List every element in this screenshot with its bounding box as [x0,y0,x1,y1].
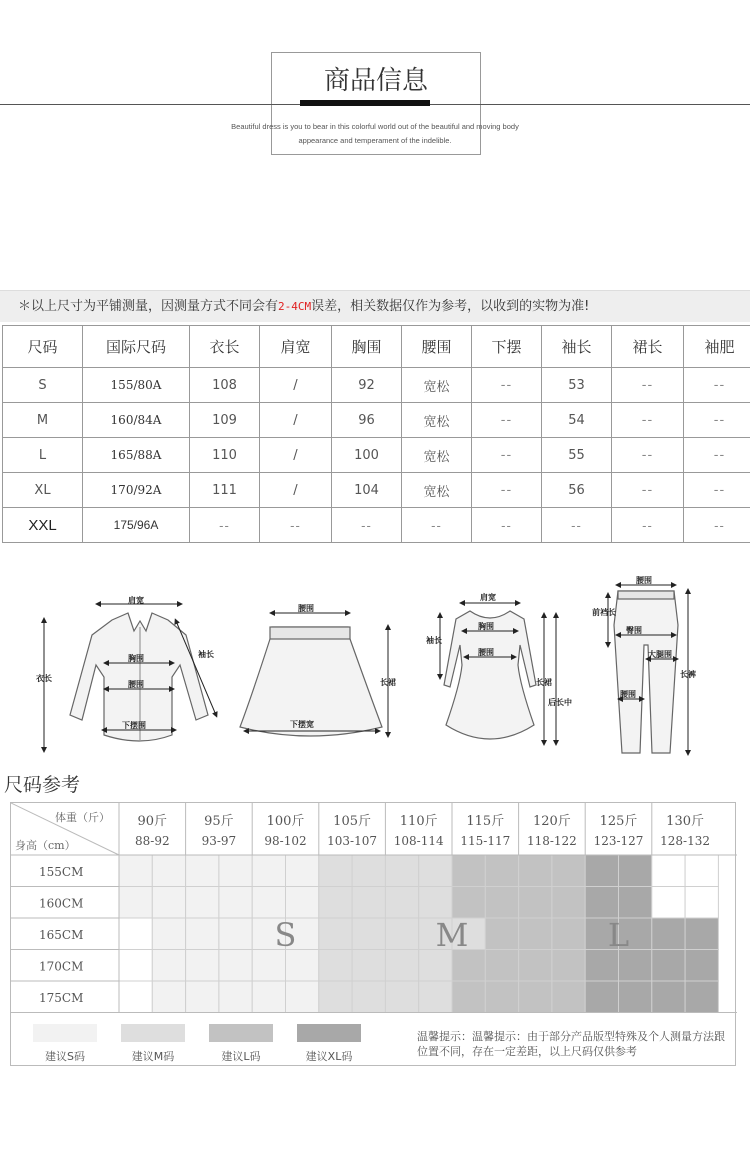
grid-cell [286,981,319,1013]
legend-label: 建议L码 [221,1050,261,1063]
grid-cell [385,950,418,982]
dress-length-label: 长裙 [536,678,552,687]
corner-height-label: 身高（cm） [15,839,76,852]
grid-cell [552,950,585,982]
size-header-8: 裙长 [612,326,684,368]
table-cell: 110 [190,438,260,473]
grid-cell [485,855,518,887]
table-cell: XL [3,473,83,508]
grid-cell [485,981,518,1013]
table-cell: / [260,403,332,438]
grid-cell [352,855,385,887]
table-cell: 55 [542,438,612,473]
weight-kg-label: 88-92 [135,834,170,848]
size-table-body [3,368,750,543]
skirt-hem-label: 下摆宽 [290,720,314,729]
dress-waist-label: 腰围 [478,648,494,657]
weight-jin-label: 105斤 [333,814,372,829]
weight-kg-label: 123-127 [593,834,644,848]
grid-cell [319,981,352,1013]
grid-cell [585,950,618,982]
grid-cell [252,887,285,919]
table-cell: -- [472,403,542,438]
weight-jin-label: 130斤 [666,814,705,829]
grid-cell [119,981,152,1013]
skirt-length-label: 长裙 [380,678,396,687]
table-cell: 100 [332,438,402,473]
grid-cell [552,981,585,1013]
table-row [3,438,750,473]
grid-cell [652,887,685,919]
table-cell: S [3,368,83,403]
notice-prefix: ＊以上尺寸为平铺测量，因测量方式不同会有 [18,299,279,314]
grid-cell [352,950,385,982]
zone-label: M [435,915,469,954]
zone-label: L [607,915,630,954]
table-cell: 108 [190,368,260,403]
shirt-waist-label: 腰围 [128,680,144,689]
grid-cell [319,918,352,950]
grid-cell [119,855,152,887]
grid-cell [685,981,718,1013]
subtitle-line-2: appearance and temperament of the indelible. [298,136,452,145]
table-cell: 109 [190,403,260,438]
grid-cell [319,855,352,887]
header-subtitle [200,120,550,148]
table-cell: 96 [332,403,402,438]
grid-cell [519,981,552,1013]
measurement-notice [0,290,750,322]
dress-back-label: 后长中 [548,698,572,707]
grid-cell [385,918,418,950]
grid-cell [385,855,418,887]
grid-cell [685,855,718,887]
legend-swatch [209,1024,273,1042]
grid-cell [419,855,452,887]
dress-chest-label: 胸围 [478,622,494,631]
grid-cell [252,981,285,1013]
size-header-0: 尺码 [3,326,83,368]
grid-cell [385,981,418,1013]
grid-cell [419,887,452,919]
weight-jin-label: 125斤 [599,814,638,829]
grid-cell [219,918,252,950]
weight-kg-label: 118-122 [526,834,577,848]
table-cell: -- [332,508,402,543]
dress-sleeve-label: 袖长 [426,636,442,645]
size-table-header [3,326,750,368]
grid-cell [452,887,485,919]
weight-kg-label: 115-117 [460,834,511,848]
table-cell: -- [260,508,332,543]
title-underline [300,100,430,106]
size-reference-panel [10,802,736,1066]
grid-cell [419,950,452,982]
shirt-length-label: 衣长 [36,674,52,683]
table-cell: 92 [332,368,402,403]
table-cell: -- [684,403,750,438]
table-cell: -- [612,368,684,403]
grid-cell [685,950,718,982]
shirt-chest-label: 胸围 [128,654,144,663]
grid-cell [552,887,585,919]
height-label: 165CM [39,928,84,942]
pants-hip-label: 臀围 [626,626,642,635]
legend-item [33,1024,97,1064]
grid-cell [552,855,585,887]
grid-cell [585,887,618,919]
weight-kg-label: 98-102 [264,834,307,848]
grid-cell [419,981,452,1013]
table-cell: 165/88A [83,438,190,473]
grid-cell [452,855,485,887]
pants-drawing [614,591,678,753]
size-header-5: 腰围 [402,326,472,368]
size-reference-grid [11,803,737,1015]
size-reference-title: 尺码参考 [4,774,81,796]
shirt-sleeve-label: 袖长 [198,650,214,659]
table-cell: 111 [190,473,260,508]
weight-jin-label: 110斤 [399,814,438,829]
grid-cell [585,981,618,1013]
grid-cell [119,918,152,950]
table-cell: / [260,473,332,508]
size-header-7: 袖长 [542,326,612,368]
grid-cell [252,855,285,887]
table-cell: 53 [542,368,612,403]
table-cell: -- [612,473,684,508]
dress-shoulder-label: 肩宽 [480,593,496,602]
grid-cell [519,887,552,919]
table-cell: 宽松 [402,403,472,438]
legend-label: 建议XL码 [305,1050,353,1063]
notice-suffix: 误差，相关数据仅作为参考，以收到的实物为准! [311,299,590,314]
grid-cell [186,887,219,919]
weight-kg-label: 128-132 [660,834,711,848]
grid-cell [152,981,185,1013]
table-cell: -- [542,508,612,543]
size-tip: 温馨提示：温馨提示：由于部分产品版型特殊及个人测量方法跟位置不同，存在一定差距，以上尺码仅供参考 [417,1030,725,1058]
grid-cell [652,918,685,950]
table-cell: 160/84A [83,403,190,438]
size-header-3: 肩宽 [260,326,332,368]
table-cell: -- [684,368,750,403]
table-cell: 54 [542,403,612,438]
grid-cell [152,887,185,919]
table-cell: -- [472,438,542,473]
grid-cell [186,918,219,950]
grid-cell [652,855,685,887]
grid-cell [619,887,652,919]
grid-cell [552,918,585,950]
size-legend [11,1015,737,1067]
grid-cell [685,887,718,919]
pants-length-label: 长裤 [680,670,696,679]
table-cell: 宽松 [402,368,472,403]
table-cell: 104 [332,473,402,508]
table-cell: -- [684,438,750,473]
grid-cell [219,855,252,887]
grid-cell [652,981,685,1013]
table-cell: L [3,438,83,473]
table-cell: -- [612,438,684,473]
table-cell: -- [190,508,260,543]
pants-rise-label: 前裆长 [592,608,616,617]
grid-cell [152,950,185,982]
weight-jin-label: 90斤 [137,814,168,829]
grid-cell [119,887,152,919]
size-header-1: 国际尺码 [83,326,190,368]
weight-jin-label: 100斤 [266,814,305,829]
grid-cell [685,918,718,950]
legend-swatch [33,1024,97,1042]
legend-label: 建议M码 [131,1050,175,1063]
height-label: 155CM [39,865,84,879]
height-label: 160CM [39,896,84,911]
table-row [3,473,750,508]
grid-cell [585,855,618,887]
grid-cell [619,950,652,982]
grid-cell [286,950,319,982]
pants-thigh-label: 大腿围 [648,650,672,659]
grid-cell [186,981,219,1013]
table-cell: -- [402,508,472,543]
height-label: 175CM [39,991,84,1005]
grid-cell [385,887,418,919]
legend-item [209,1024,273,1064]
grid-cell [519,855,552,887]
grid-cell [152,855,185,887]
table-cell: 宽松 [402,473,472,508]
legend-swatch [121,1024,185,1042]
table-cell: 宽松 [402,438,472,473]
grid-cell [219,950,252,982]
grid-cell [186,950,219,982]
grid-cell [352,981,385,1013]
table-cell: -- [472,473,542,508]
table-cell: -- [612,508,684,543]
grid-cell [519,918,552,950]
grid-cell [219,981,252,1013]
skirt-waist-label: 腰围 [298,604,314,613]
grid-cell [485,918,518,950]
legend-swatch [297,1024,361,1042]
grid-cell [652,950,685,982]
legend-item [121,1024,185,1064]
table-cell: XXL [3,508,83,543]
table-cell: 175/96A [83,508,190,543]
measurement-illustrations [0,565,750,765]
notice-highlight: 2-4CM [278,300,312,313]
grid-cell [485,887,518,919]
table-row [3,403,750,438]
pants-leg-label: 腰围 [620,690,636,699]
legend-label: 建议S码 [45,1050,85,1063]
table-cell: -- [472,508,542,543]
illustrations-svg [0,565,750,765]
table-row [3,508,750,543]
table-cell: 155/80A [83,368,190,403]
shirt-hem-label: 下摆围 [122,721,146,730]
table-cell: -- [472,368,542,403]
grid-cell [286,855,319,887]
weight-kg-label: 103-107 [327,834,378,848]
grid-cell [619,855,652,887]
size-table [2,325,750,543]
corner-weight-label: 体重（斤） [55,811,110,824]
legend-item [297,1024,361,1064]
table-row [3,368,750,403]
grid-cell [319,887,352,919]
table-cell: -- [684,473,750,508]
table-cell: / [260,368,332,403]
grid-cell [152,918,185,950]
grid-cell [119,950,152,982]
table-cell: / [260,438,332,473]
grid-cell [619,981,652,1013]
weight-jin-label: 115斤 [466,814,505,829]
weight-jin-label: 120斤 [532,814,571,829]
pants-waist-label: 腰围 [636,576,652,585]
grid-cell [352,887,385,919]
table-cell: -- [684,508,750,543]
zone-label: S [274,915,297,954]
height-label: 170CM [39,959,84,974]
grid-cell [352,918,385,950]
grid-cell [252,950,285,982]
grid-cell [319,950,352,982]
weight-jin-label: 95斤 [204,814,234,829]
grid-cell [452,981,485,1013]
table-cell: 170/92A [83,473,190,508]
table-cell: M [3,403,83,438]
grid-cell [452,950,485,982]
size-header-4: 胸围 [332,326,402,368]
weight-kg-label: 108-114 [393,834,444,848]
size-header-6: 下摆 [472,326,542,368]
shirt-shoulder-label: 肩宽 [128,596,144,605]
grid-cell [219,887,252,919]
table-cell: 56 [542,473,612,508]
page-title: 商品信息 [323,66,428,96]
grid-cell [286,887,319,919]
weight-kg-label: 93-97 [201,834,237,848]
grid-cell [485,950,518,982]
size-header-2: 衣长 [190,326,260,368]
table-cell: -- [612,403,684,438]
grid-cell [519,950,552,982]
size-header-9: 袖肥 [684,326,750,368]
subtitle-line-1: Beautiful dress is you to bear in this colorful world out of the beautiful and moving body [231,122,519,131]
grid-cell [186,855,219,887]
